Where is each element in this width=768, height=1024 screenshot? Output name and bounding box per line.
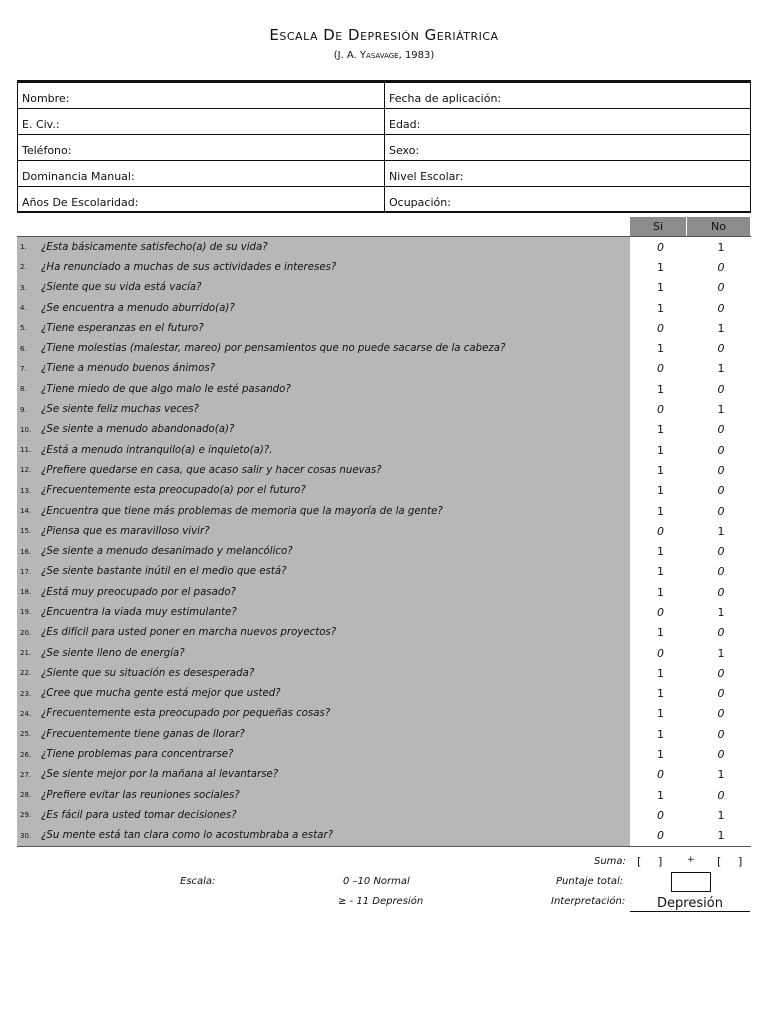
answer-no[interactable]: 0 <box>717 788 725 802</box>
answer-si[interactable]: 1 <box>657 484 664 498</box>
answer-si[interactable]: 0 <box>657 362 664 376</box>
question-text-cell <box>17 298 630 318</box>
question-text: ¿Siente que su vida está vacía? <box>41 282 202 294</box>
question-text: ¿Esta básicamente satisfecho(a) de su vida? <box>41 241 268 253</box>
suma-label: Suma: <box>594 856 626 867</box>
interpretacion-value: Depresión <box>657 896 723 911</box>
answer-si[interactable]: 0 <box>657 605 664 619</box>
question-row <box>17 744 751 764</box>
question-number: 7. <box>20 364 27 373</box>
question-number: 28. <box>20 791 32 800</box>
info-row <box>18 83 750 109</box>
answer-no[interactable]: 0 <box>717 463 725 477</box>
question-row <box>17 399 751 419</box>
answer-no[interactable]: 0 <box>717 423 725 437</box>
question-text-cell <box>17 724 630 744</box>
question-number: 2. <box>20 263 27 272</box>
question-row <box>17 278 751 298</box>
answer-no[interactable]: 1 <box>717 605 725 619</box>
question-number: 6. <box>20 344 27 353</box>
question-text-cell <box>17 481 630 501</box>
answer-si[interactable]: 1 <box>657 504 664 518</box>
question-text: ¿Siente que su situación es desesperada? <box>41 667 255 679</box>
info-field-left[interactable]: Años De Escolaridad: <box>18 187 385 211</box>
info-row <box>18 187 750 213</box>
question-text: ¿Tiene a menudo buenos ánimos? <box>41 363 216 375</box>
answer-no[interactable]: 0 <box>717 626 725 640</box>
question-number: 5. <box>20 324 27 333</box>
question-text: ¿Se encuentra a menudo aburrido(a)? <box>41 302 235 314</box>
answer-si[interactable]: 1 <box>657 565 664 579</box>
question-text: ¿Cree que mucha gente está mejor que usted? <box>41 688 281 700</box>
question-row <box>17 684 751 704</box>
question-number: 27. <box>20 770 32 779</box>
question-text-cell <box>17 318 630 338</box>
question-number: 14. <box>20 507 32 515</box>
answer-no[interactable]: 1 <box>717 808 725 822</box>
question-number: 21. <box>20 649 32 658</box>
answer-no[interactable]: 0 <box>717 545 725 559</box>
answer-no[interactable]: 0 <box>717 565 725 579</box>
question-text: ¿Ha renunciado a muchas de sus actividades e intereses? <box>41 261 337 273</box>
info-row <box>18 161 750 187</box>
question-text-cell <box>17 785 630 805</box>
patient-info-table <box>17 80 751 213</box>
question-text-cell <box>17 562 630 582</box>
question-number: 4. <box>20 304 27 313</box>
answer-no[interactable]: 0 <box>717 484 725 498</box>
answer-si[interactable]: 1 <box>657 666 664 680</box>
answer-si[interactable]: 0 <box>657 240 664 254</box>
answer-si[interactable]: 0 <box>657 403 664 417</box>
question-text-cell <box>17 501 630 521</box>
question-text: ¿Tiene esperanzas en el futuro? <box>41 322 204 334</box>
question-number: 12. <box>20 466 32 475</box>
question-text-cell <box>17 805 630 825</box>
question-text-cell <box>17 623 630 643</box>
question-text: ¿Frecuentemente esta preocupado por pequeñas cosas? <box>41 708 331 720</box>
answer-si[interactable]: 1 <box>657 707 664 721</box>
question-row <box>17 826 751 846</box>
question-row <box>17 765 751 785</box>
question-text-cell <box>17 440 630 460</box>
question-row <box>17 562 751 582</box>
answer-no[interactable]: 0 <box>717 687 725 701</box>
answer-si[interactable]: 1 <box>657 463 664 477</box>
escala-label: Escala: <box>180 876 216 887</box>
question-number: 10. <box>20 425 32 434</box>
question-row <box>17 257 751 277</box>
question-text-cell <box>17 582 630 602</box>
info-field-right[interactable]: Fecha de aplicación: <box>389 92 502 105</box>
question-text: ¿Se siente a menudo desanimado y melancólico? <box>41 546 293 558</box>
interpretacion-underline <box>630 911 750 912</box>
question-number: 15. <box>20 527 32 536</box>
question-number: 11. <box>20 446 32 455</box>
question-row <box>17 643 751 663</box>
info-field-right[interactable]: Ocupación: <box>389 196 451 209</box>
answer-si[interactable]: 1 <box>657 281 664 295</box>
answer-no[interactable]: 0 <box>717 666 725 680</box>
question-row <box>17 237 751 257</box>
question-number: 30. <box>20 831 32 840</box>
column-header-si: Si <box>630 217 686 236</box>
question-text-cell <box>17 278 630 298</box>
question-text-cell <box>17 704 630 724</box>
question-number: 29. <box>20 811 32 820</box>
suma-si-open-bracket: [ <box>637 855 642 868</box>
answer-si[interactable]: 1 <box>657 342 664 356</box>
answer-no[interactable]: 1 <box>717 768 725 782</box>
question-text: ¿Se siente lleno de energía? <box>41 647 185 659</box>
question-number: 22. <box>20 669 32 678</box>
answer-no[interactable]: 0 <box>717 301 725 315</box>
answer-si[interactable]: 1 <box>657 545 664 559</box>
question-text-cell <box>17 684 630 704</box>
answer-no[interactable]: 0 <box>717 443 725 457</box>
answer-si[interactable]: 1 <box>657 626 664 640</box>
questions-list <box>17 236 751 847</box>
question-number: 16. <box>20 547 32 556</box>
answer-si[interactable]: 1 <box>657 260 664 274</box>
answer-si[interactable]: 1 <box>657 423 664 437</box>
question-number: 17. <box>20 567 32 576</box>
question-text: ¿Se siente a menudo abandonado(a)? <box>41 424 235 436</box>
info-row <box>18 135 750 161</box>
answer-si[interactable]: 1 <box>657 301 664 315</box>
question-number: 9. <box>20 405 27 414</box>
question-text-cell <box>17 602 630 622</box>
question-row <box>17 379 751 399</box>
question-text: ¿Piensa que es maravilloso vivir? <box>41 525 210 537</box>
escala-normal: 0 –10 Normal <box>343 876 410 887</box>
answer-no[interactable]: 1 <box>717 240 725 254</box>
question-number: 20. <box>20 628 32 637</box>
question-row <box>17 481 751 501</box>
question-text: ¿Se siente feliz muchas veces? <box>41 404 199 416</box>
question-text: ¿Frecuentemente esta preocupado(a) por el futuro? <box>41 485 306 497</box>
answer-no[interactable]: 1 <box>717 829 725 843</box>
question-text-cell <box>17 379 630 399</box>
question-row <box>17 501 751 521</box>
question-text: ¿Se siente bastante inútil en el medio que está? <box>41 566 287 578</box>
question-text: ¿Se siente mejor por la mañana al levantarse? <box>41 769 279 781</box>
question-text-cell <box>17 541 630 561</box>
question-row <box>17 460 751 480</box>
answer-no[interactable]: 0 <box>717 585 725 599</box>
question-number: 13. <box>20 486 32 495</box>
form-subtitle: (J. A. Yasavage, 1983) <box>333 50 435 61</box>
suma-plus: + <box>687 855 695 865</box>
question-number: 25. <box>20 730 32 739</box>
answer-si[interactable]: 1 <box>657 788 664 802</box>
question-text: ¿Está a menudo intranquilo(a) e inquieto(a)?. <box>41 444 273 456</box>
question-row <box>17 338 751 358</box>
question-text: ¿Encuentra la viada muy estimulante? <box>41 606 237 618</box>
answer-si[interactable]: 0 <box>657 646 664 660</box>
answer-no[interactable]: 1 <box>717 403 725 417</box>
question-number: 24. <box>20 709 32 718</box>
escala-depresion: ≥ - 11 Depresión <box>338 896 424 907</box>
question-row <box>17 602 751 622</box>
question-text-cell <box>17 257 630 277</box>
answer-si[interactable]: 0 <box>657 768 664 782</box>
answer-si[interactable]: 0 <box>657 321 664 335</box>
info-field-left[interactable]: Teléfono: <box>18 135 385 160</box>
question-row <box>17 359 751 379</box>
question-row <box>17 724 751 744</box>
puntaje-total-box[interactable] <box>671 872 711 892</box>
question-text-cell <box>17 521 630 541</box>
answer-no[interactable]: 0 <box>717 382 725 396</box>
question-text: ¿Encuentra que tiene más problemas de memoria que la mayoría de la gente? <box>41 505 443 517</box>
answer-no[interactable]: 0 <box>717 504 725 518</box>
answer-si[interactable]: 0 <box>657 524 664 538</box>
question-text: ¿Prefiere evitar las reuniones sociales? <box>41 789 240 801</box>
question-text: ¿Prefiere quedarse en casa, que acaso salir y hacer cosas nuevas? <box>41 464 382 476</box>
question-row <box>17 440 751 460</box>
question-row <box>17 623 751 643</box>
question-number: 19. <box>20 608 32 617</box>
question-text-cell <box>17 420 630 440</box>
answer-si[interactable]: 1 <box>657 585 664 599</box>
question-text: ¿Su mente está tan clara como lo acostumbraba a estar? <box>41 830 334 842</box>
question-row <box>17 582 751 602</box>
question-text: ¿Tiene problemas para concentrarse? <box>41 749 234 761</box>
question-text-cell <box>17 826 630 846</box>
question-row <box>17 785 751 805</box>
question-text-cell <box>17 359 630 379</box>
answer-no[interactable]: 0 <box>717 707 725 721</box>
question-row <box>17 318 751 338</box>
question-row <box>17 420 751 440</box>
info-field-right[interactable]: Edad: <box>389 118 421 131</box>
question-text: ¿Tiene miedo de que algo malo le esté pasando? <box>41 383 291 395</box>
answer-si[interactable]: 0 <box>657 829 664 843</box>
info-row <box>18 109 750 135</box>
answer-si[interactable]: 1 <box>657 748 664 762</box>
question-row <box>17 663 751 683</box>
answer-no[interactable]: 0 <box>717 281 725 295</box>
question-text-cell <box>17 663 630 683</box>
interpretacion-label: Interpretación: <box>551 896 626 907</box>
info-field-left[interactable]: E. Civ.: <box>18 109 385 134</box>
answer-no[interactable]: 1 <box>717 646 725 660</box>
answer-si[interactable]: 1 <box>657 382 664 396</box>
question-text-cell <box>17 765 630 785</box>
question-text-cell <box>17 237 630 257</box>
answer-no[interactable]: 0 <box>717 748 725 762</box>
answer-si[interactable]: 1 <box>657 727 664 741</box>
answer-no[interactable]: 1 <box>717 362 725 376</box>
question-text: ¿Tiene molestias (malestar, mareo) por pensamientos que no puede sacarse de la cabeza? <box>41 343 506 355</box>
question-row <box>17 298 751 318</box>
suma-no-open-bracket: [ <box>717 855 722 868</box>
question-text-cell <box>17 399 630 419</box>
question-row <box>17 521 751 541</box>
answer-no[interactable]: 0 <box>717 342 725 356</box>
question-text-cell <box>17 643 630 663</box>
question-number: 8. <box>20 385 27 394</box>
form-title: Escala De Depresión Geriátrica <box>269 26 499 44</box>
info-field-right[interactable]: Nivel Escolar: <box>389 170 464 183</box>
question-text: ¿Es difícil para usted poner en marcha nuevos proyectos? <box>41 627 337 639</box>
answer-no[interactable]: 0 <box>717 727 725 741</box>
answer-no[interactable]: 1 <box>717 321 725 335</box>
question-text-cell <box>17 744 630 764</box>
answer-si[interactable]: 1 <box>657 687 664 701</box>
question-number: 23. <box>20 689 32 698</box>
question-row <box>17 805 751 825</box>
question-row <box>17 541 751 561</box>
answer-no[interactable]: 0 <box>717 260 725 274</box>
question-text: ¿Está muy preocupado por el pasado? <box>41 586 236 598</box>
suma-no-close-bracket: ] <box>738 855 743 868</box>
info-field-right[interactable]: Sexo: <box>389 144 420 157</box>
question-text: ¿Frecuentemente tiene ganas de llorar? <box>41 728 245 740</box>
question-number: 3. <box>20 283 27 292</box>
question-number: 26. <box>20 750 32 759</box>
question-number: 1. <box>20 243 27 252</box>
info-field-left[interactable]: Nombre: <box>18 83 385 108</box>
answer-si[interactable]: 0 <box>657 808 664 822</box>
question-row <box>17 704 751 724</box>
info-field-left[interactable]: Dominancia Manual: <box>18 161 385 186</box>
puntaje-total-label: Puntaje total: <box>556 876 624 887</box>
suma-si-close-bracket: ] <box>658 855 663 868</box>
question-number: 18. <box>20 588 32 597</box>
column-header-no: No <box>686 217 750 236</box>
question-text-cell <box>17 338 630 358</box>
question-text: ¿Es fácil para usted tomar decisiones? <box>41 809 237 821</box>
answer-no[interactable]: 1 <box>717 524 725 538</box>
answer-si[interactable]: 1 <box>657 443 664 457</box>
question-text-cell <box>17 460 630 480</box>
